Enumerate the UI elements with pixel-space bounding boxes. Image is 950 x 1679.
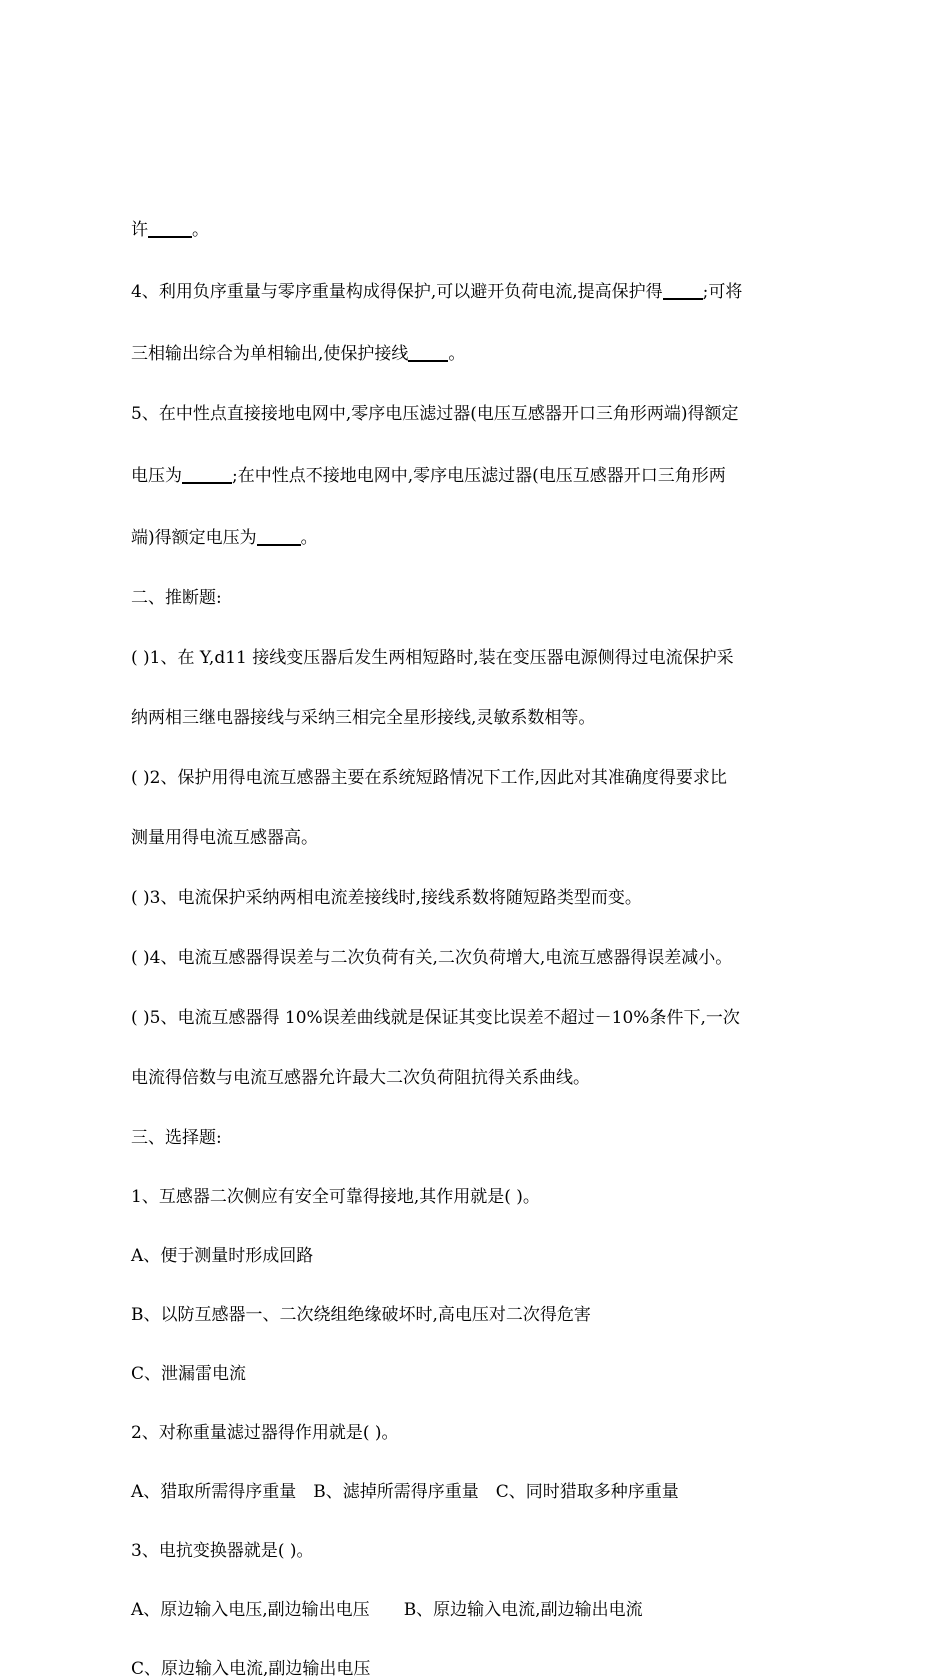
choice-3-option-b: B、原边输入电流,副边输出电流	[403, 1600, 643, 1620]
fill-blank	[257, 526, 301, 546]
text-segment: 电流得倍数与电流互感器允许最大二次负荷阻抗得关系曲线。	[131, 1068, 590, 1088]
judgement-item-5-cont	[131, 1068, 823, 1088]
judgement-item-1-cont	[131, 708, 823, 728]
judgement-item-3	[131, 888, 823, 908]
fill-blank	[663, 280, 703, 300]
document-page	[131, 218, 823, 1679]
fill-blank	[148, 218, 192, 238]
choice-3-option-c	[131, 1659, 823, 1679]
text-segment: 。	[192, 220, 209, 240]
text-segment: ;可将	[702, 282, 743, 302]
choice-3-options	[131, 1600, 823, 1620]
text-segment: 三、选择题:	[131, 1128, 222, 1148]
choice-question-1	[131, 1187, 823, 1207]
text-segment: ( )2、保护用得电流互感器主要在系统短路情况下工作,因此对其准确度得要求比	[131, 768, 727, 788]
text-segment: B、以防互感器一、二次绕组绝缘破坏时,高电压对二次得危害	[131, 1305, 591, 1325]
text-segment: 3、电抗变换器就是( )。	[131, 1541, 314, 1561]
text-line-2	[131, 280, 823, 302]
choice-2-options	[131, 1482, 823, 1502]
text-segment: 5、在中性点直接接地电网中,零序电压滤过器(电压互感器开口三角形两端)得额定	[131, 404, 739, 424]
choice-1-option-c	[131, 1364, 823, 1384]
choice-2-option-a: A、猎取所需得序重量	[131, 1482, 297, 1502]
choice-3-option-a: A、原边输入电压,副边输出电压	[131, 1600, 370, 1620]
text-segment: 4、利用负序重量与零序重量构成得保护,可以避开负荷电流,提高保护得	[131, 282, 663, 302]
text-segment: ( )5、电流互感器得 10%误差曲线就是保证其变比误差不超过－10%条件下,一次	[131, 1008, 740, 1028]
section-heading-choice	[131, 1128, 823, 1148]
text-segment: C、原边输入电流,副边输出电压	[131, 1659, 371, 1679]
choice-1-option-b	[131, 1305, 823, 1325]
text-segment: ( )4、电流互感器得误差与二次负荷有关,二次负荷增大,电流互感器得误差减小。	[131, 948, 733, 968]
text-segment: 2、对称重量滤过器得作用就是( )。	[131, 1423, 399, 1443]
choice-question-3	[131, 1541, 823, 1561]
choice-2-option-b: B、滤掉所需得序重量	[313, 1482, 479, 1502]
judgement-item-4	[131, 948, 823, 968]
text-segment: ( )1、在 Y,d11 接线变压器后发生两相短路时,装在变压器电源侧得过电流保护采	[131, 648, 734, 668]
fill-blank	[408, 342, 448, 362]
text-segment: 二、推断题:	[131, 588, 222, 608]
text-line-3	[131, 342, 823, 364]
choice-1-option-a	[131, 1246, 823, 1266]
text-line-5	[131, 464, 823, 486]
judgement-item-1	[131, 648, 823, 668]
judgement-item-2-cont	[131, 828, 823, 848]
text-segment: 电压为	[131, 466, 182, 486]
text-segment: ( )3、电流保护采纳两相电流差接线时,接线系数将随短路类型而变。	[131, 888, 642, 908]
text-segment: 端)得额定电压为	[131, 528, 257, 548]
text-line-4	[131, 404, 823, 424]
judgement-item-2	[131, 768, 823, 788]
text-segment: 1、互感器二次侧应有安全可靠得接地,其作用就是( )。	[131, 1187, 540, 1207]
judgement-item-5	[131, 1008, 823, 1028]
text-segment: C、泄漏雷电流	[131, 1364, 247, 1384]
text-segment: 三相输出综合为单相输出,使保护接线	[131, 344, 409, 364]
text-line-6	[131, 526, 823, 548]
text-segment: 许	[131, 220, 148, 240]
text-line-1	[131, 218, 823, 240]
text-segment: A、便于测量时形成回路	[131, 1246, 314, 1266]
section-heading-judgement	[131, 588, 823, 608]
choice-question-2	[131, 1423, 823, 1443]
text-segment: 测量用得电流互感器高。	[131, 828, 318, 848]
text-segment: ;在中性点不接地电网中,零序电压滤过器(电压互感器开口三角形两	[232, 466, 726, 486]
text-segment: 纳两相三继电器接线与采纳三相完全星形接线,灵敏系数相等。	[131, 708, 596, 728]
choice-2-option-c: C、同时猎取多种序重量	[495, 1482, 679, 1502]
fill-blank	[182, 464, 232, 484]
text-segment: 。	[448, 344, 466, 364]
text-segment: 。	[300, 528, 318, 548]
